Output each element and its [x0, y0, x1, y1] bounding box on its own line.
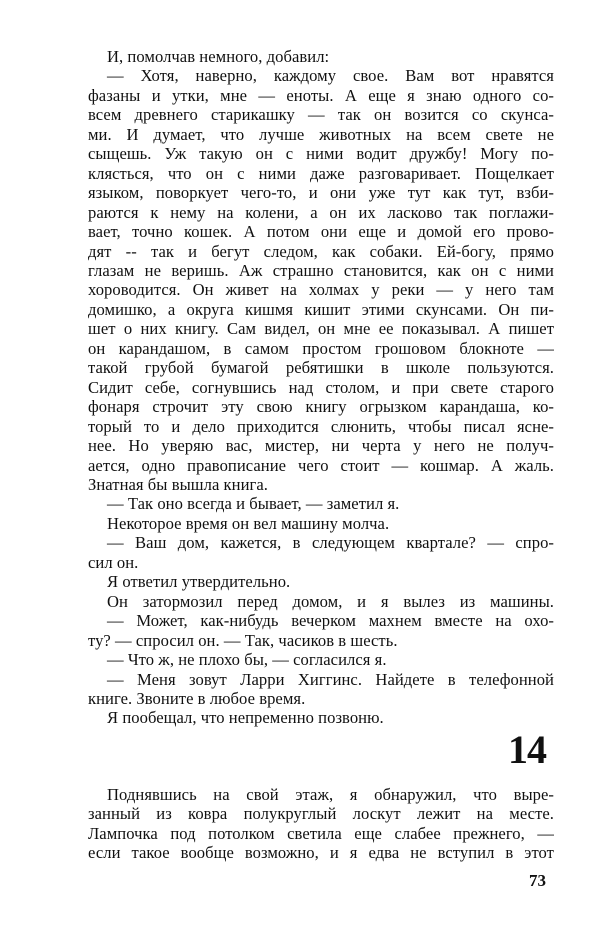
text-line: Некоторое время он вел машину молча.	[107, 513, 390, 533]
text-line: Поднявшись на свой этаж, я обнаружил, что выре-	[107, 785, 554, 804]
text-line: шет о них книгу. Сам видел, он мне ее показывал. А пишет	[88, 319, 554, 339]
text-line: дят -- так и бегут следом, как собаки. Ей-богу, прямо	[88, 241, 554, 261]
chapter-number: 14	[508, 727, 546, 772]
text-line: Сидит себе, согнувшись над столом, и при свете старого	[88, 377, 554, 397]
text-line: фонаря строчит эту свою книгу огрызком карандаша, ко-	[88, 397, 554, 417]
text-line: языком, поворкует чего-то, и они уже тут как тут, взби-	[88, 183, 554, 203]
text-line: вает, точно кошек. А потом они еще и домой его прово-	[88, 222, 554, 242]
text-line: сил он.	[88, 552, 139, 572]
page-number: 73	[529, 871, 546, 890]
text-line: ту? — спросил он. — Так, часиков в шесть.	[88, 630, 398, 650]
text-line: домишко, а округа кишмя кишит этими скунсами. Он пи-	[88, 299, 554, 319]
text-line: Я пообещал, что непременно позвоню.	[107, 708, 384, 728]
text-line: — Так оно всегда и бывает, — заметил я.	[107, 494, 400, 514]
text-line: ми. И думает, что лучше животных на всем свете не	[88, 124, 554, 144]
text-line: ается, одно правописание чего стоит — кошмар. А жаль.	[88, 455, 554, 475]
text-line: сыщешь. Уж такую он с ними водит дружбу! Могу по-	[88, 144, 554, 164]
text-line: — Что ж, не плохо бы, — согласился я.	[107, 650, 387, 670]
text-line: занный из ковра полукруглый лоскут лежит на месте.	[88, 804, 554, 824]
text-line: раются к нему на колени, а он их ласково так поглажи-	[88, 202, 554, 222]
text-line: если такое вообще возможно, и я едва не вступил в этот	[88, 843, 554, 863]
text-line: — Хотя, наверно, каждому свое. Вам вот нравятся	[107, 66, 554, 86]
text-line: торый то и дело приходится слюнить, чтобы писал ясне-	[88, 416, 554, 436]
text-line: Я ответил утвердительно.	[107, 572, 291, 592]
text-line: Знатная бы вышла книга.	[88, 474, 268, 494]
text-line: фазаны и утки, мне — еноты. А еще я знаю одного со-	[88, 85, 554, 105]
text-line: глазам не веришь. Аж страшно становится, как он с ними	[88, 260, 554, 280]
text-line: Он затормозил перед домом, и я вылез из машины.	[107, 591, 554, 611]
text-line: книге. Звоните в любое время.	[88, 688, 306, 708]
text-line: И, помолчав немного, добавил:	[107, 47, 330, 66]
text-line: — Ваш дом, кажется, в следующем квартале? — спро-	[107, 533, 554, 553]
text-line: такой грубой бумагой ребятишки в школе пользуются.	[88, 358, 554, 378]
text-line: Лампочка под потолком светила еще слабее прежнего, —	[88, 823, 554, 843]
passage-text	[88, 47, 554, 728]
text-line: — Меня зовут Ларри Хиггинс. Найдете в телефонной	[107, 669, 554, 689]
text-line: всем древнего старикашку — так он возится со скунса-	[88, 105, 554, 125]
text-line: он карандашом, в самом простом грошовом блокноте —	[88, 338, 554, 358]
chapter-opening-text	[88, 785, 554, 863]
text-line: нее. Но уверяю вас, мистер, ни черта у него не получ-	[88, 436, 554, 456]
text-line: — Может, как-нибудь вечерком махнем вместе на охо-	[107, 611, 554, 631]
text-line: клясться, что он с ними даже разговаривает. Пощелкает	[88, 163, 554, 183]
text-line: хороводится. Он живет на холмах у реки — у него там	[88, 280, 554, 300]
